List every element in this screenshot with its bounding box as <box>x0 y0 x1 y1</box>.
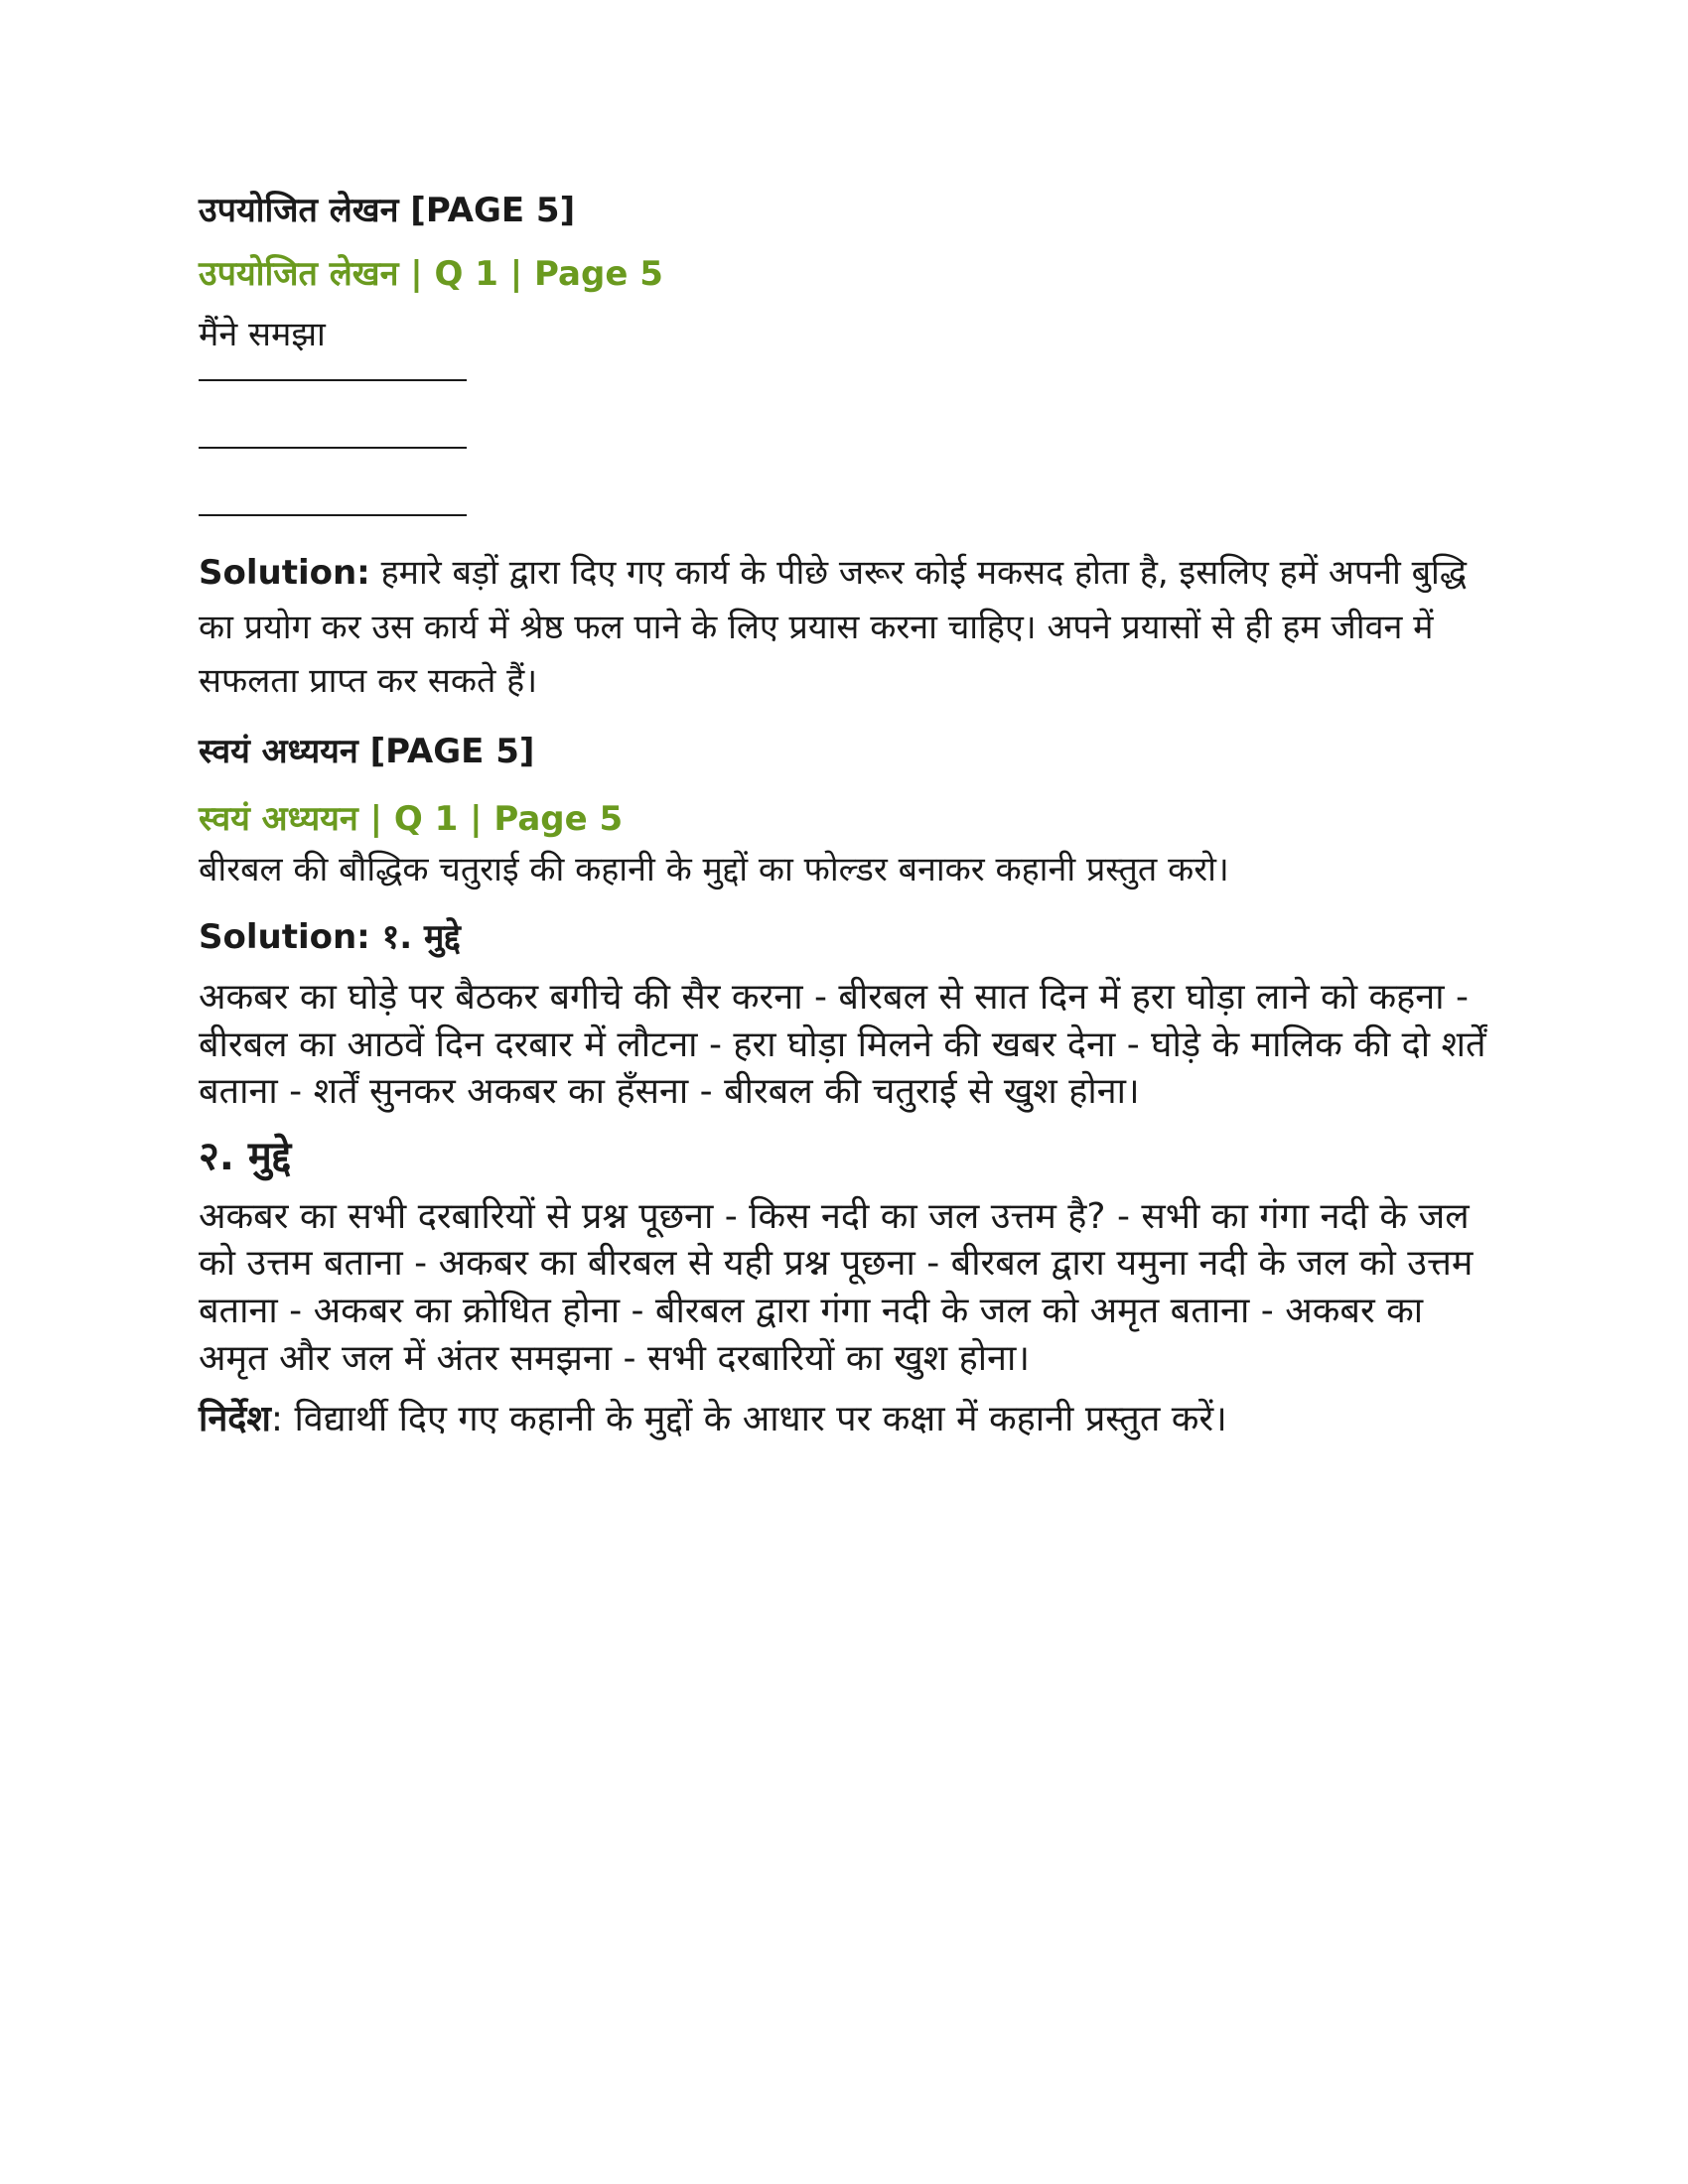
point2-heading: २. मुद्दे <box>199 1133 292 1179</box>
question-heading-upyojit-q1: उपयोजित लेखन | Q 1 | Page 5 <box>199 253 663 294</box>
answer-blank-line <box>199 447 467 449</box>
point2-text: अकबर का सभी दरबारियों से प्रश्न पूछना - किस नदी का जल उत्तम है? - सभी का गंगा नदी के जल को उत्तम बताना - अकबर का बीरबल से यही प्रश्न पूछना - बीरबल द्वारा यमुना नदी के जल को उत्तम बताना - अकबर का क्रोधित होना - बीरबल द्वारा गंगा नदी के जल को अमृत बताना - अकबर का अमृत और जल में अंतर समझना - सभी दरबारियों का खुश होना। <box>199 1195 1474 1379</box>
solution-label: Solution: <box>199 553 370 594</box>
solution-label: Solution: <box>199 916 370 957</box>
answer-blank-line <box>199 514 467 516</box>
instruction-paragraph <box>199 1396 1489 1443</box>
answer-blank-lines <box>199 379 1489 516</box>
solution-paragraph-upyojit <box>199 546 1489 708</box>
point1-heading: १. मुद्दे <box>369 916 461 957</box>
section-heading-svayam-adhyayan: स्वयं अध्ययन [PAGE 5] <box>199 732 535 772</box>
document-page <box>199 189 1489 1457</box>
point1-text: अकबर का घोड़े पर बैठकर बगीचे की सैर करना - बीरबल से सात दिन में हरा घोड़ा लाने को कहना - बीरबल का आठवें दिन दरबार में लौटना - हरा घोड़ा मिलने की खबर देना - घोड़े के मालिक की दो शर्तें बताना - शर्तें सुनकर अकबर का हँसना - बीरबल की चतुराई से खुश होना। <box>199 977 1486 1113</box>
solution-text: हमारे बड़ों द्वारा दिए गए कार्य के पीछे जरूर कोई मकसद होता है, इसलिए हमें अपनी बुद्धि का प्रयोग कर उस कार्य में श्रेष्ठ फल पाने के लिए प्रयास करना चाहिए। अपने प्रयासों से ही हम जीवन में सफलता प्राप्त कर सकते हैं। <box>199 553 1468 701</box>
answer-blank-line <box>199 379 467 381</box>
question-text-upyojit-q1: मैंने समझा <box>199 314 326 354</box>
question-heading-svayam-q1: स्वयं अध्ययन | Q 1 | Page 5 <box>199 799 624 840</box>
question-text-svayam-q1: बीरबल की बौद्धिक चतुराई की कहानी के मुद्दों का फोल्डर बनाकर कहानी प्रस्तुत करो। <box>199 850 1229 890</box>
instruction-label: निर्देश <box>199 1399 271 1440</box>
solution-point1-heading <box>199 915 1489 961</box>
instruction-text: : विद्यार्थी दिए गए कहानी के मुद्दों के आधार पर कक्षा में कहानी प्रस्तुत करें। <box>270 1399 1227 1440</box>
section-heading-upyojit-lekhan: उपयोजित लेखन [PAGE 5] <box>199 191 576 230</box>
